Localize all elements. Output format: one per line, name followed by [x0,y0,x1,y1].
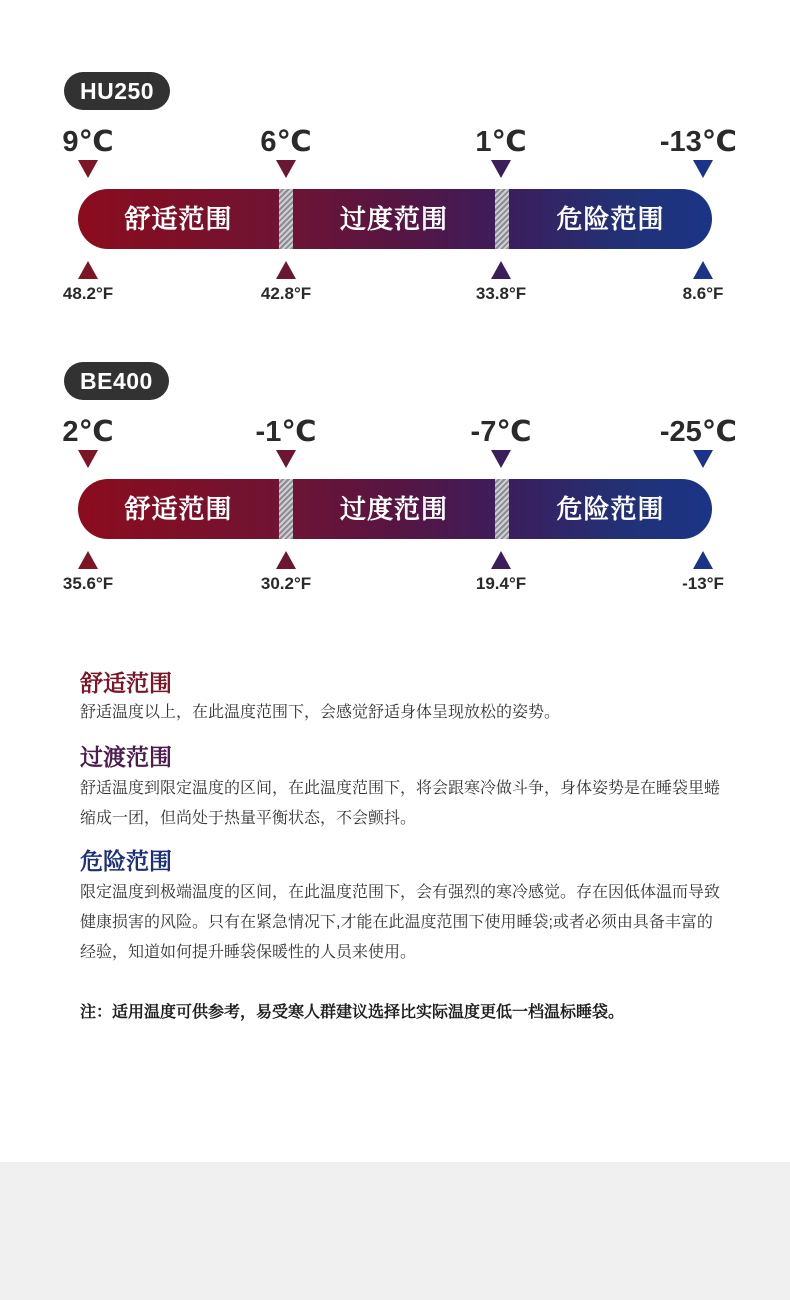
section-title: 危险范围 [80,848,172,874]
up-arrow-icon [491,551,511,569]
boundary-hatch [495,189,509,249]
celsius-label: -13℃ [659,126,737,158]
fahrenheit-label: 30.2°F [260,574,312,593]
temperature-chart-hu250 [0,72,790,362]
section-comfort [80,668,720,728]
down-arrow-icon [276,160,296,178]
up-arrow-icon [78,551,98,569]
celsius-label: -7℃ [470,416,532,448]
celsius-label: -25℃ [659,416,737,448]
celsius-label: 9℃ [62,126,114,158]
section-transition [80,742,720,834]
fahrenheit-label: 48.2°F [62,284,114,303]
range-danger: 危险范围 [556,204,665,234]
section-body: 舒适温度到限定温度的区间，在此温度范围下，将会跟寒冷做斗争，身体姿势是在睡袋里蜷缩成一团，但尚处于热量平衡状态，不会颤抖。 [80,780,721,827]
footnote: 注：适用温度可供参考，易受寒人群建议选择比实际温度更低一档温标睡袋。 [80,1004,625,1021]
down-arrow-icon [693,160,713,178]
up-arrow-icon [78,261,98,279]
section-title: 过渡范围 [80,744,172,770]
temperature-chart-be400 [0,362,790,652]
up-arrow-icon [276,551,296,569]
range-comfort: 舒适范围 [124,494,233,524]
range-comfort: 舒适范围 [124,204,233,234]
up-arrow-icon [491,261,511,279]
section-body: 限定温度到极端温度的区间，在此温度范围下，会有强烈的寒冷感觉。存在因低体温而导致健康损害的风险。只有在紧急情况下,才能在此温度范围下使用睡袋;或者必须由具备丰富的经验，知道如何提升睡袋保暖性的人员来使用。 [80,884,721,961]
fahrenheit-label: 19.4°F [475,574,527,593]
section-body: 舒适温度以上，在此温度范围下，会感觉舒适身体呈现放松的姿势。 [80,704,561,721]
model-badge: BE400 [64,362,169,400]
boundary-hatch [495,479,509,539]
boundary-hatch [279,479,293,539]
up-arrow-icon [693,261,713,279]
down-arrow-icon [78,160,98,178]
celsius-label: 1℃ [475,126,527,158]
celsius-label: 2℃ [62,416,114,448]
down-arrow-icon [491,160,511,178]
fahrenheit-label: 42.8°F [260,284,312,303]
fahrenheit-label: -13°F [682,574,724,593]
range-danger: 危险范围 [556,494,665,524]
temperature-range-bar [78,189,712,249]
range-transition: 过度范围 [339,204,448,234]
celsius-label: -1℃ [255,416,317,448]
range-transition: 过度范围 [339,494,448,524]
fahrenheit-label: 35.6°F [62,574,114,593]
up-arrow-icon [693,551,713,569]
section-danger [80,846,720,968]
fahrenheit-label: 8.6°F [682,284,724,303]
section-title: 舒适范围 [80,670,172,696]
up-arrow-icon [276,261,296,279]
down-arrow-icon [693,450,713,468]
model-badge: HU250 [64,72,170,110]
down-arrow-icon [491,450,511,468]
fahrenheit-label: 33.8°F [475,284,527,303]
temperature-range-bar [78,479,712,539]
celsius-label: 6℃ [260,126,312,158]
down-arrow-icon [276,450,296,468]
down-arrow-icon [78,450,98,468]
footer-background [0,1162,790,1300]
boundary-hatch [279,189,293,249]
